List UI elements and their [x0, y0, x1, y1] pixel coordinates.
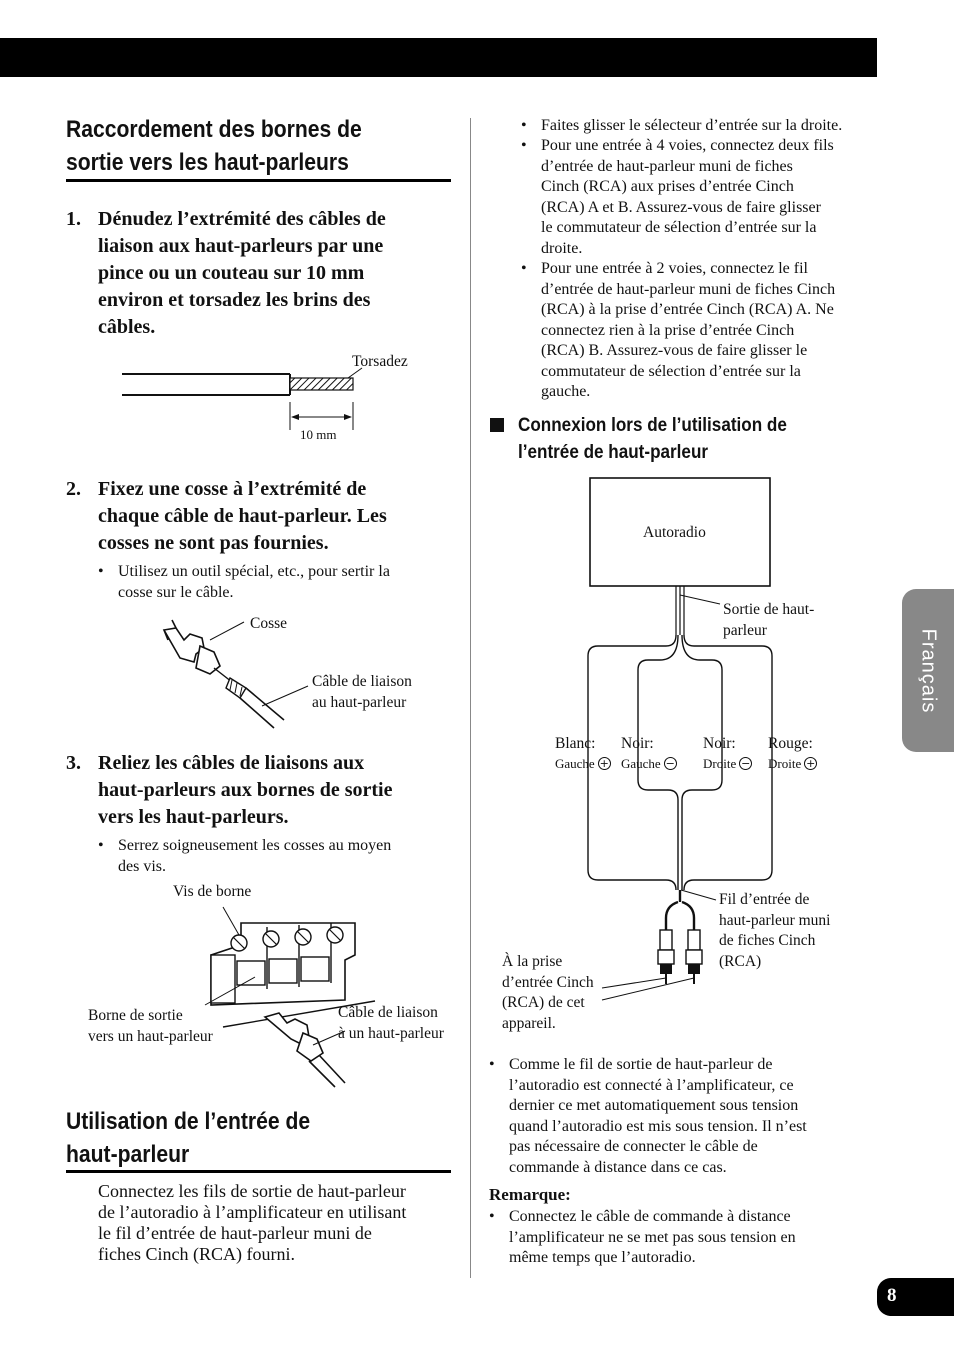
heading-line: l’entrée de haut-parleur — [518, 442, 709, 463]
twisted-strands — [290, 378, 353, 390]
noir-droite-sub — [703, 754, 752, 775]
torsadez-label: Torsadez — [352, 353, 408, 370]
bullet-4-voies: • Pour une entrée à 4 voies, connectez deux fils d’entrée de haut-parleur muni de fiches Cinch (RCA) aux prises d’entrée Cinch (RCA) A et B. Assurez-vous de faire glisser le commutateur de sélection d’entrée sur la droite. — [521, 136, 881, 261]
rca-plug-right — [688, 930, 700, 950]
noir-droite-label: Noir: — [703, 735, 736, 752]
rouge-label: Rouge: — [768, 735, 813, 752]
cosse-label: Cosse — [250, 615, 288, 632]
bullet-line: des vis. — [118, 857, 166, 875]
label-line: vers un haut-parleur — [88, 1027, 213, 1045]
terminal-block-figure — [195, 905, 395, 1090]
bullet-2-voies: • Pour une entrée à 2 voies, connectez le fil d’entrée de haut-parleur muni de fiches Cinch (RCA) à la prise d’entrée Cinch (RCA) A. Ne connectez rien à la prise d’entrée Cinch (RCA) B. Assurez-vous de faire glisser le commutateur de sélection d’entrée sur la gauche. — [521, 259, 881, 404]
step-text-line: vers les haut-parleurs. — [98, 806, 289, 828]
step-text-line: chaque câble de haut-parleur. Les — [98, 505, 387, 527]
heading-line: Raccordement des bornes de — [66, 116, 362, 143]
label-line: Câble de liaison — [312, 673, 412, 690]
bullet-line: Cinch (RCA) aux prises d’entrée Cinch — [541, 178, 794, 195]
step-2-bullet: • Utilisez un outil spécial, etc., pour sertir la cosse sur le câble. — [98, 562, 448, 604]
noir-gauche-sub — [621, 754, 677, 775]
step-text-line: Fixez une cosse à l’extrémité de — [98, 478, 367, 500]
step-text-line: environ et torsadez les brins des — [98, 289, 371, 311]
bullet-line: Faites glisser le sélecteur d’entrée sur la droite. — [541, 117, 843, 134]
paragraph-line: le fil d’entrée de haut-parleur muni de — [98, 1223, 372, 1243]
bullet-line: d’entrée de haut-parleur muni de fiches — [541, 157, 793, 175]
paragraph-line: de l’autoradio à l’amplificateur en utilisant — [98, 1202, 407, 1222]
step-3 — [66, 750, 458, 834]
step-text-line: liaison aux haut-parleurs par une — [98, 235, 384, 257]
label-line: au haut-parleur — [312, 693, 407, 711]
label-line: de fiches Cinch — [719, 932, 816, 949]
step-text-line: cosses ne sont pas fournies. — [98, 532, 329, 554]
label-line: Sortie de haut- — [723, 601, 815, 618]
language-tab-label: Français — [917, 628, 940, 713]
step-text-line: pince ou un couteau sur 10 mm — [98, 262, 365, 284]
rouge-sub — [768, 754, 817, 775]
bullet-line: quand l’autoradio est mis sous tension. Il n’est — [509, 1117, 807, 1135]
heading-line: Connexion lors de l’utilisation de — [518, 415, 787, 436]
plus-icon: + — [806, 757, 816, 770]
top-black-bar — [0, 38, 877, 77]
bullet-line: Utilisez un outil spécial, etc., pour sertir la — [118, 563, 390, 580]
step-text-line: Dénudez l’extrémité des câbles de — [98, 208, 386, 230]
square-bullet-icon — [490, 418, 504, 432]
label-line: à un haut-parleur — [338, 1024, 444, 1042]
bullet-line: (RCA) à la prise d’entrée Cinch (RCA) A. Ne — [541, 301, 834, 318]
bullet-line: gauche. — [541, 383, 591, 400]
section-heading-raccordement — [66, 113, 466, 179]
label-line: Câble de liaison — [338, 1004, 438, 1021]
step-text-line: câbles. — [98, 316, 156, 338]
bullet-line: pas nécessaire de connecter le câble de — [509, 1138, 758, 1155]
heading-line: sortie vers les haut-parleurs — [66, 149, 349, 176]
fil-entree-label — [719, 890, 830, 972]
step-text-line: Reliez les câbles de liaisons aux — [98, 752, 365, 774]
cable-line — [246, 688, 284, 720]
bullet-line: Connectez le câble de commande à distance — [509, 1208, 791, 1225]
bullet-line: même temps que l’autoradio. — [509, 1249, 696, 1266]
bullet-amplificateur: • Comme le fil de sortie de haut-parleur de l’autoradio est connecté à l’amplificateur, ce dernier ce met automatiquement sous tension quand l’autoradio est mis sous tension. Il n’est pas nécessaire de connecter le câble de commande à distance dans ce cas. — [489, 1055, 869, 1181]
language-tab — [902, 589, 954, 752]
page-number — [877, 1278, 954, 1316]
column-divider — [470, 118, 471, 1278]
bullet-remarque: • Connectez le câble de commande à distance l’amplificateur ne se met pas sous tension en même temps que l’autoradio. — [489, 1207, 869, 1271]
borne-label — [88, 1006, 213, 1047]
bullet-line: droite. — [541, 239, 583, 257]
noir-gauche-label: Noir: — [621, 735, 654, 752]
rca-plug-left — [660, 930, 672, 950]
step-2 — [66, 476, 458, 560]
minus-icon: − — [741, 757, 751, 770]
label-line: Fil d’entrée de — [719, 891, 810, 908]
bullet-line: le commutateur de sélection d’entrée sur la — [541, 219, 817, 236]
label-line: parleur — [723, 621, 767, 639]
bullet-line: dernier ce met automatiquement sous tension — [509, 1097, 799, 1114]
sortie-label — [723, 600, 814, 641]
label-line: d’entrée Cinch — [502, 973, 594, 991]
label-line: (RCA) — [719, 952, 762, 970]
label-line: Borne de sortie — [88, 1007, 183, 1024]
label-line: À la prise — [502, 953, 563, 970]
step-number: 1. — [66, 208, 81, 230]
wiring-diagram — [480, 470, 900, 1030]
step-text-line: haut-parleurs aux bornes de sortie — [98, 779, 393, 801]
bullet-line: l’autoradio est connecté à l’amplificateur, ce — [509, 1076, 794, 1094]
step-number: 3. — [66, 752, 81, 774]
section-heading-utilisation — [66, 1105, 466, 1171]
sub-text: Droite — [703, 756, 737, 771]
bullet-line: Pour une entrée à 4 voies, connectez deux fils — [541, 137, 834, 154]
sub-text: Gauche — [555, 756, 595, 771]
heading-line: Utilisation de l’entrée de — [66, 1108, 311, 1135]
blanc-label: Blanc: — [555, 735, 596, 752]
bullet-line: cosse sur le câble. — [118, 583, 234, 601]
label-line: appareil. — [502, 1014, 556, 1032]
bullet-line: (RCA) A et B. Assurez-vous de faire glisser — [541, 198, 821, 216]
sub-text: Gauche — [621, 756, 661, 771]
label-line: haut-parleur muni — [719, 911, 831, 929]
bullet-line: (RCA) B. Assurez-vous de faire glisser le — [541, 342, 808, 359]
step-3-bullet: • Serrez soigneusement les cosses au moyen des vis. — [98, 836, 448, 878]
bullet-line: Pour une entrée à 2 voies, connectez le fil — [541, 260, 808, 277]
step-number: 2. — [66, 478, 81, 500]
prise-label — [502, 952, 594, 1034]
vis-de-borne-label: Vis de borne — [173, 883, 252, 900]
intro-paragraph — [98, 1181, 458, 1265]
paragraph-line: fiches Cinch (RCA) fourni. — [98, 1244, 295, 1264]
label-line: (RCA) de cet — [502, 994, 585, 1011]
blanc-sub — [555, 754, 611, 775]
minus-icon: − — [665, 757, 675, 770]
bullet-line: l’amplificateur ne se met pas sous tension en — [509, 1228, 796, 1246]
bullet-selector-droite: • Faites glisser le sélecteur d’entrée sur la droite. — [521, 116, 881, 138]
bullet-line: commutateur de sélection d’entrée sur la — [541, 362, 801, 380]
step-1 — [66, 206, 458, 346]
subheading-connexion — [518, 412, 898, 466]
heading-rule — [66, 179, 451, 182]
remarque-heading: Remarque: — [489, 1185, 571, 1204]
length-10mm-label: 10 mm — [300, 427, 337, 442]
paragraph-line: Connectez les fils de sortie de haut-parleur — [98, 1181, 406, 1201]
page-number-text: 8 — [887, 1285, 897, 1306]
heading-line: haut-parleur — [66, 1141, 190, 1168]
bullet-line: Comme le fil de sortie de haut-parleur de — [509, 1056, 773, 1073]
cable-liaison-label — [338, 1003, 444, 1044]
heading-rule — [66, 1170, 451, 1173]
autoradio-label: Autoradio — [643, 524, 706, 541]
cable-label — [312, 672, 412, 713]
bullet-line: connectez rien à la prise d’entrée Cinch — [541, 321, 795, 339]
plus-icon: + — [599, 757, 609, 770]
bullet-line: commande à distance dans ce cas. — [509, 1158, 727, 1176]
bullet-line: Serrez soigneusement les cosses au moyen — [118, 837, 392, 854]
sub-text: Droite — [768, 756, 802, 771]
bullet-line: d’entrée de haut-parleur muni de fiches Cinch — [541, 280, 836, 298]
